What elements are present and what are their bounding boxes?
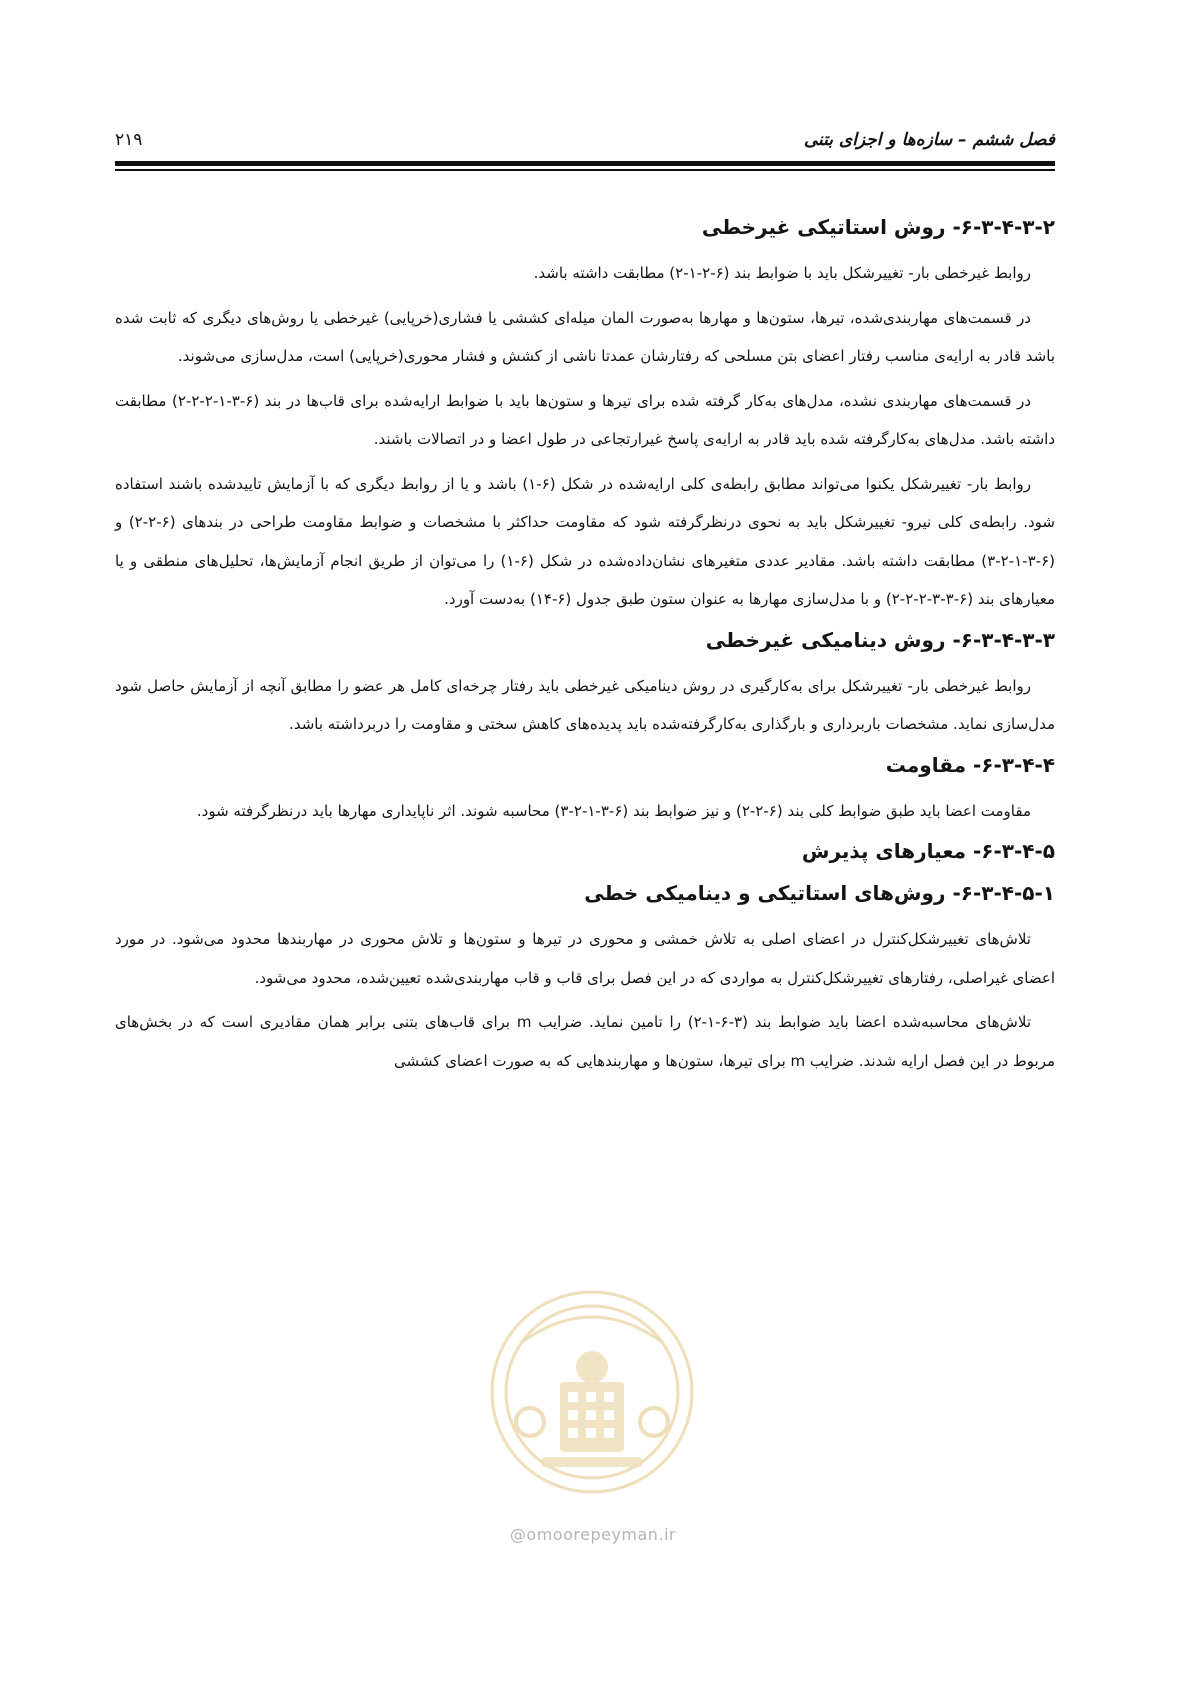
section-heading: ۶-۳-۴-۵- معیارهای پذیرش — [801, 839, 1055, 863]
section-heading: ۶-۳-۴-۳-۳- روش دینامیکی غیرخطی — [705, 627, 1055, 652]
page-header — [115, 128, 1055, 154]
page-body — [115, 212, 1055, 1086]
watermark-seal-icon — [482, 1272, 702, 1522]
header-rule-thick — [115, 161, 1055, 166]
paragraph: در قسمت‌های مهاربندی نشده، مدل‌های به‌کار گرفته شده برای تیرها و ستون‌ها باید با ضوابط ارایه‌شده برای قاب‌ها در بند (۶-۳-۱-۲-۲-۲) مطابقت داشته باشد. مدل‌های به‌کارگرفته شده باید قادر به ارایه‌ی پاسخ غیرارتجاعی در طول اعضا و در اتصالات باشند. — [115, 391, 1055, 448]
paragraph: روابط غیرخطی بار- تغییرشکل باید با ضوابط بند (۶-۲-۱-۲) مطابقت داشته باشد. — [533, 264, 1031, 282]
paragraph: روابط بار- تغییرشکل یکنوا می‌تواند مطابق رابطه‌ی کلی ارایه‌شده در شکل (۶-۱) باشد و یا از روابط دیگری که با آزمایش تاییدشده باشند استفاده شود. رابطه‌ی کلی نیرو- تغییرشکل باید به نحوی درنظرگرفته شود که مقاومت حداکثر با مشخصات و ضوابط مقاومت طراحی در بندهای (۶-۲-۲) و (۶-۳-۱-۲-۳) مطابقت داشته باشد. مقادیر عددی متغیرهای نشان‌داده‌شده در شکل (۶-۱) را می‌توان از طریق انجام آزمایش‌ها، تحلیل‌های منطقی و یا معیارهای بند (۶-۳-۳-۲-۲-۲) و با مدل‌سازی مهارها به عنوان ستون طبق جدول (۶-۱۴) به‌دست آورد. — [115, 474, 1055, 608]
paragraph: روابط غیرخطی بار- تغییرشکل برای به‌کارگیری در روش دینامیکی غیرخطی باید رفتار چرخه‌ای کامل هر عضو را مطابق آنچه از آزمایش حاصل شود مدل‌سازی نماید. مشخصات باربرداری و بارگذاری به‌کارگرفته‌شده باید پدیده‌های کاهش سختی و مقاومت را دربرداشته باشد. — [115, 676, 1055, 733]
watermark-url: @omoorepeyman.ir — [509, 1525, 677, 1544]
section-heading: ۶-۳-۴-۳-۲- روش استاتیکی غیرخطی — [701, 215, 1055, 239]
page-number: ۲۱۹ — [115, 130, 143, 150]
header-rule-thin — [115, 169, 1055, 171]
paragraph: تلاش‌های محاسبه‌شده اعضا باید ضوابط بند (۳-۶-۱-۲) را تامین نماید. ضرایب m برای قاب‌های بتنی برابر همان مقادیری است که در بخش‌های مربوط در این فصل ارایه شدند. ضرایب m برای تیرها، ستون‌ها و مهاربندهایی که به صورت اعضای کششی — [115, 1013, 1055, 1070]
chapter-title: فصل ششم – سازه‌ها و اجزای بتنی — [803, 130, 1055, 150]
paragraph: تلاش‌های تغییرشکل‌کنترل در اعضای اصلی به تلاش خمشی و محوری در تیرها و ستون‌ها و تلاش محوری در مهاربندها محدود می‌شود. در مورد اعضای غیراصلی، رفتارهای تغییرشکل‌کنترل به مواردی که در این فصل برای قاب و قاب مهاربندی‌شده تعیین‌شده، محدود می‌شود. — [115, 930, 1055, 987]
section-heading: ۶-۳-۴-۴- مقاومت — [885, 752, 1055, 777]
paragraph: در قسمت‌های مهاربندی‌شده، تیرها، ستون‌ها و مهارها به‌صورت المان میله‌ای کششی یا فشاری(خرپایی) غیرخطی یا روش‌های دیگری که ثابت شده باشد قادر به ارایه‌ی مناسب رفتار اعضای بتن مسلحی که رفتارشان عمدتا ناشی از کشش و فشار محوری(خرپایی) است، مدل‌سازی می‌شوند. — [115, 308, 1055, 365]
section-heading: ۶-۳-۴-۵-۱- روش‌های استاتیکی و دینامیکی خطی — [584, 881, 1055, 905]
paragraph: مقاومت اعضا باید طبق ضوابط کلی بند (۶-۲-۲) و نیز ضوابط بند (۶-۳-۱-۲-۳) محاسبه شوند. اثر ناپایداری مهارها باید درنظرگرفته شود. — [196, 801, 1031, 820]
